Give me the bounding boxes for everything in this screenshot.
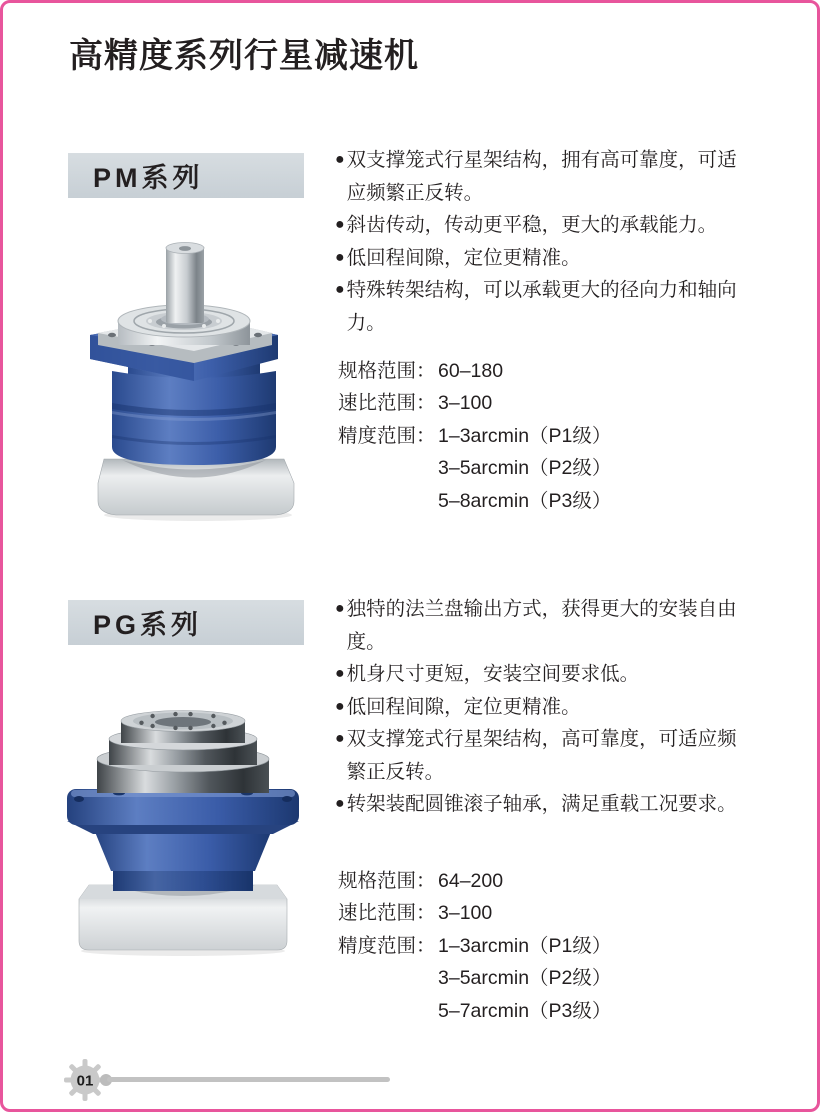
bullet-icon: ●: [335, 665, 345, 682]
feature-text: 低回程间隙，定位更精准。: [346, 695, 581, 718]
feature-item: [335, 723, 755, 788]
feature-item: [335, 691, 755, 724]
feature-item: [335, 658, 755, 691]
feature-text: 双支撑笼式行星架结构，拥有高可靠度，可适应频繁正反转。: [346, 149, 737, 204]
pm-series-header: [68, 153, 304, 198]
pm-feature-list: [335, 144, 755, 339]
page-title: 高精度系列行星减速机: [69, 37, 419, 75]
feature-text: 双支撑笼式行星架结构，高可靠度，可适应频繁正反转。: [346, 728, 737, 783]
feature-item: [335, 242, 755, 275]
spec-value: 5–7arcmin（P3级）: [438, 999, 612, 1022]
spec-label: 规格范围：: [338, 870, 436, 892]
spec-row: [338, 962, 611, 994]
spec-row: [338, 355, 611, 387]
spec-row: [338, 420, 611, 452]
spec-label: 规格范围：: [338, 360, 436, 382]
spec-label: [338, 995, 438, 1027]
spec-row: [338, 485, 611, 517]
bullet-icon: ●: [335, 151, 345, 168]
pg-series-label: PG系列: [93, 610, 203, 640]
spec-label: 速比范围：: [338, 902, 436, 925]
bullet-icon: ●: [335, 216, 345, 233]
feature-text: 独特的法兰盘输出方式，获得更大的安装自由度。: [346, 598, 737, 653]
pm-specs: [338, 355, 611, 517]
spec-row: [338, 995, 611, 1027]
spec-value: 1–3arcmin（P1级）: [438, 934, 612, 957]
bullet-icon: ●: [335, 730, 345, 747]
pg-series-header: [68, 600, 304, 645]
bullet-icon: ●: [335, 600, 345, 617]
spec-row: [338, 387, 611, 419]
spec-label: 速比范围：: [338, 392, 436, 415]
pg-product-image: [61, 701, 305, 957]
pm-product-image: [88, 239, 300, 521]
spec-row: [338, 897, 611, 929]
pm-series-label: PM系列: [93, 163, 204, 193]
bullet-icon: ●: [335, 697, 345, 715]
pg-feature-list: [335, 593, 755, 821]
spec-label: [338, 452, 438, 484]
spec-value: 5–8arcmin（P3级）: [438, 489, 612, 512]
spec-value: 3–100: [438, 902, 493, 925]
spec-label: 精度范围：: [338, 934, 436, 957]
spec-row: [338, 452, 611, 484]
feature-text: 特殊转架结构，可以承载更大的径向力和轴向力。: [346, 279, 737, 334]
spec-value: 3–100: [438, 392, 493, 415]
spec-label: [338, 485, 438, 517]
feature-item: [335, 593, 755, 658]
spec-label: 精度范围：: [338, 424, 436, 447]
bullet-icon: ●: [335, 248, 345, 266]
spec-row: [338, 930, 611, 962]
feature-item: [335, 788, 755, 821]
feature-text: 机身尺寸更短，安装空间要求低。: [346, 663, 640, 685]
bullet-icon: ●: [335, 795, 345, 812]
spec-label: [338, 962, 438, 994]
bullet-icon: ●: [335, 281, 345, 298]
spec-value: 1–3arcmin（P1级）: [438, 424, 612, 447]
spec-value: 3–5arcmin（P2级）: [438, 967, 612, 990]
page-number: 01: [76, 1072, 94, 1090]
footer-line: [107, 1077, 390, 1082]
spec-value: 3–5arcmin（P2级）: [438, 457, 612, 480]
pg-specs: [338, 865, 611, 1027]
spec-value: 60–180: [438, 360, 504, 382]
feature-text: 低回程间隙，定位更精准。: [346, 246, 581, 269]
feature-item: [335, 209, 755, 242]
feature-item: [335, 144, 755, 209]
feature-item: [335, 274, 755, 339]
feature-text: 转架装配圆锥滚子轴承，满足重载工况要求。: [346, 793, 737, 815]
spec-row: [338, 865, 611, 897]
spec-value: 64–200: [438, 870, 504, 892]
feature-text: 斜齿传动，传动更平稳，更大的承载能力。: [346, 214, 718, 236]
